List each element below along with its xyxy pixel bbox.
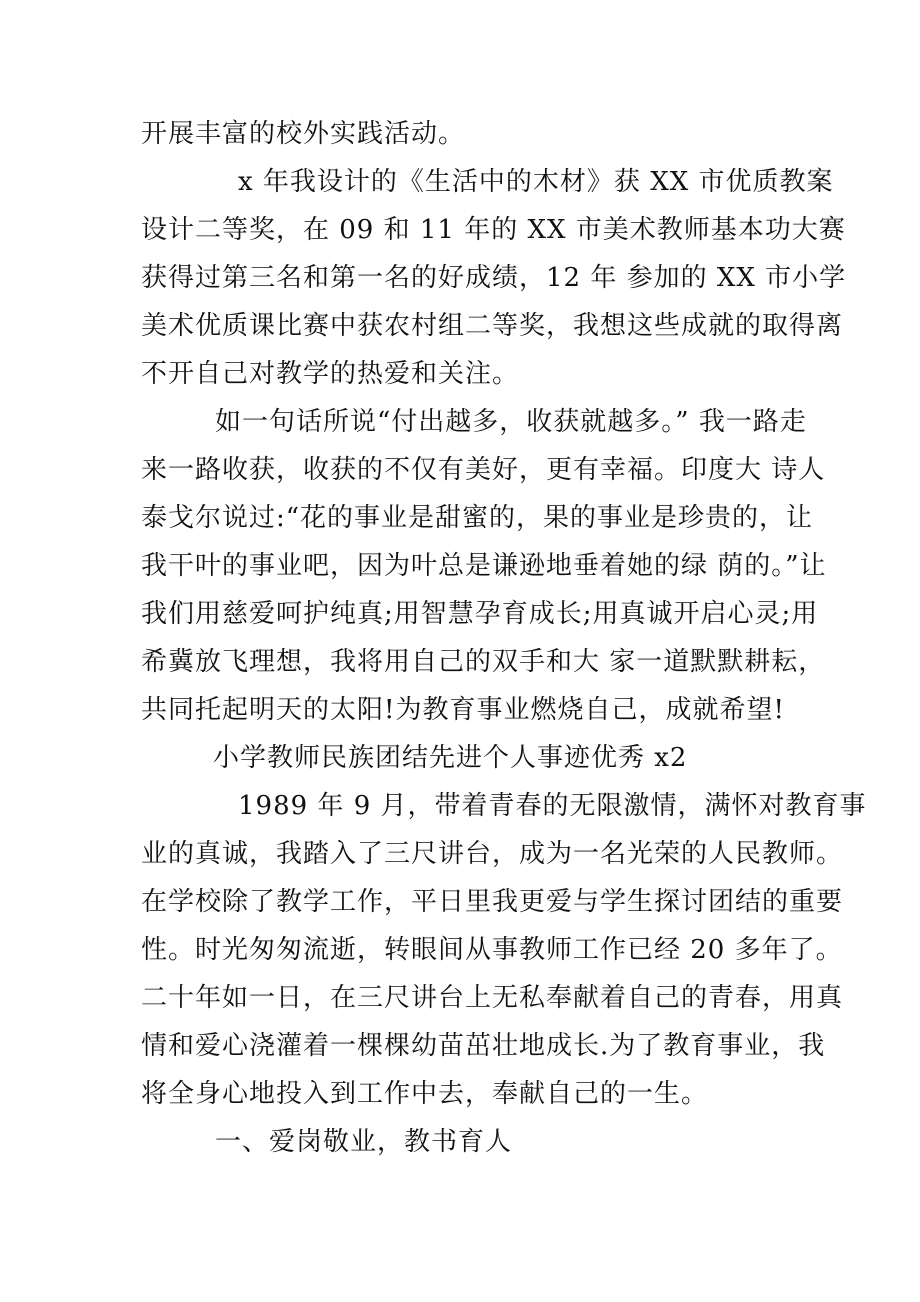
text-line: 二十年如一日，在三尺讲台上无私奉献着自己的青春，用真 [141,983,844,1013]
text-line: 来一路收获，收获的不仅有美好，更有幸福。印度大 诗人 [141,455,826,485]
section-title: 小学教师民族团结先进个人事迹优秀 x2 [213,743,688,773]
text-line: 业的真诚，我踏入了三尺讲台，成为一名光荣的人民教师。 [141,839,844,869]
text-line: 不开自己对教学的热爱和关注。 [141,359,520,389]
text-line: 美术优质课比赛中获农村组二等奖，我想这些成就的取得离 [141,311,844,341]
text-line: 共同托起明天的太阳!为教育事业燃烧自己，成就希望! [141,695,785,725]
paragraph-first-line: 如一句话所说“付出越多，收获就越多。” 我一路走 [215,407,807,437]
text-line: 获得过第三名和第一名的好成绩，12 年 参加的 XX 市小学 [141,263,847,293]
text-line: 开展丰富的校外实践活动。 [141,119,466,149]
text-line: 设计二等奖，在 09 和 11 年的 XX 市美术教师基本功大赛 [141,215,846,245]
text-line: 我干叶的事业吧，因为叶总是谦逊地垂着她的绿 荫的。”让 [141,551,827,581]
text-line: 泰戈尔说过:“花的事业是甜蜜的，果的事业是珍贵的，让 [141,503,814,533]
text-line: 在学校除了教学工作，平日里我更爱与学生探讨团结的重要 [141,887,844,917]
text-line: 将全身心地投入到工作中去，奉献自己的一生。 [141,1079,709,1109]
text-line: 我们用慈爱呵护纯真;用智慧孕育成长;用真诚开启心灵;用 [141,599,819,629]
text-line: 希冀放飞理想，我将用自己的双手和大 家一道默默耕耘， [141,647,826,677]
paragraph-first-line: 1989 年 9 月，带着青春的无限激情，满怀对教育事 [238,791,867,821]
section-heading: 一、爱岗敬业，教书育人 [215,1127,513,1157]
text-line: 性。时光匆匆流逝，转眼间从事教师工作已经 20 多年了。 [141,935,843,965]
text-line: 情和爱心浇灌着一棵棵幼苗茁壮地成长.为了教育事业，我 [141,1031,826,1061]
paragraph-first-line: x 年我设计的《生活中的木材》获 XX 市优质教案 [238,167,834,197]
